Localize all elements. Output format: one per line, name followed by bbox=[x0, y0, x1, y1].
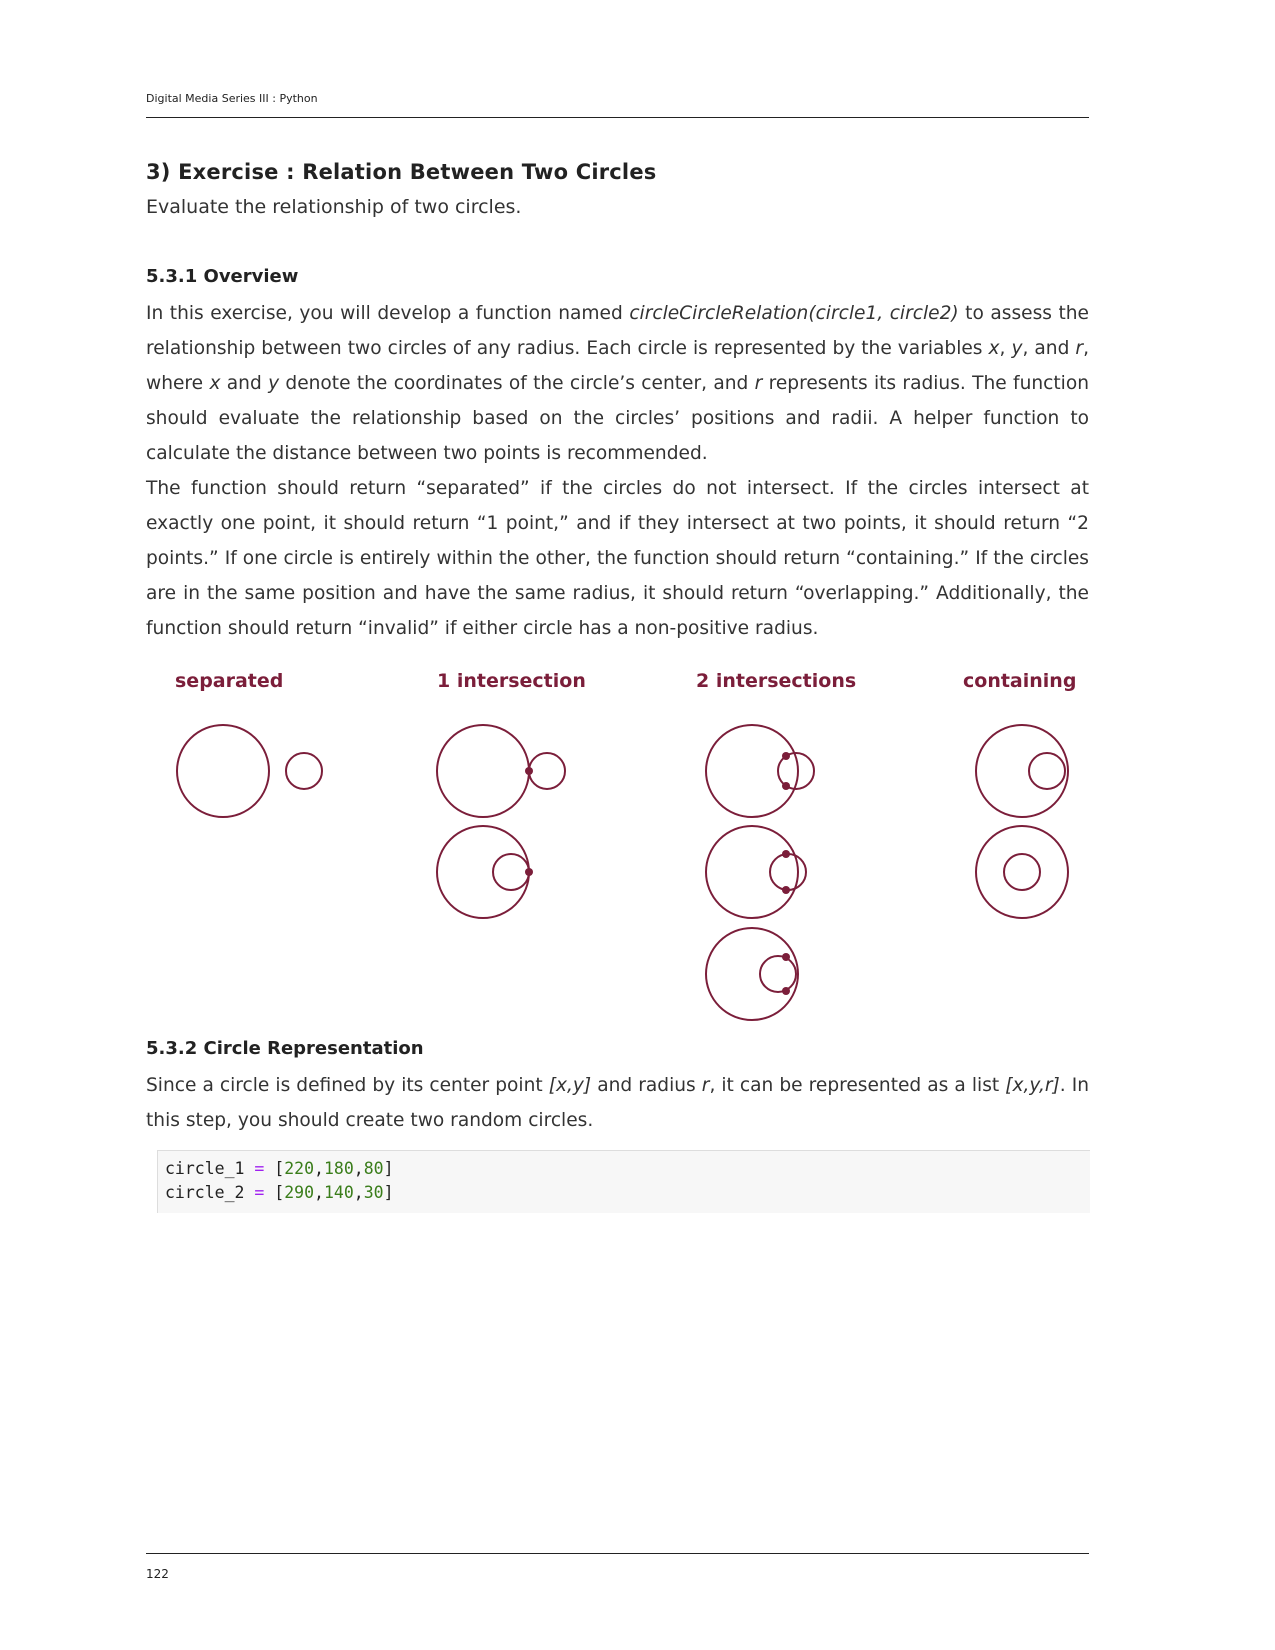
page-number: 122 bbox=[146, 1567, 169, 1581]
code-line-2: circle_2 = [290,140,30] bbox=[165, 1183, 394, 1202]
representation-paragraph bbox=[146, 1068, 1089, 1138]
diagram-1-intersection-external bbox=[437, 725, 565, 817]
code-number: 140 bbox=[323, 1183, 354, 1202]
code-variable: circle_2 bbox=[165, 1183, 245, 1202]
intersection-points bbox=[525, 752, 790, 995]
var-r: r bbox=[1075, 338, 1084, 359]
var-r: r bbox=[701, 1075, 710, 1096]
code-line-1: circle_1 = [220,180,80] bbox=[165, 1159, 394, 1178]
text: to assess the relationship between two circles of any radius. Each circle is represented by the variables bbox=[146, 303, 1089, 359]
text: , it can be represented as a list bbox=[709, 1075, 1006, 1096]
diagram-containing-offset bbox=[976, 725, 1068, 817]
diagram-2-intersections-b bbox=[706, 826, 806, 918]
text: In this exercise, you will develop a function named bbox=[146, 303, 630, 324]
section-heading-overview: 5.3.1 Overview bbox=[146, 266, 299, 287]
diagram-1-intersection-internal bbox=[437, 826, 529, 918]
text: represents its radius. The function should evaluate the relationship based on the circles’ positions and radii. A helper function to calculate the distance between two points is recommended. bbox=[146, 373, 1089, 464]
code-number: 80 bbox=[363, 1159, 384, 1178]
text: and bbox=[220, 373, 269, 394]
code-variable: circle_1 bbox=[165, 1159, 245, 1178]
exercise-subtitle: Evaluate the relationship of two circles. bbox=[146, 196, 522, 218]
overview-paragraph-2: The function should return “separated” if the circles do not intersect. If the circles intersect at exactly one point, it should return “1 point,” and if they intersect at two points, it should return “2 points.” If one circle is entirely within the other, the function should return “containing.” If the circles are in the same position and have the same radius, it should return “overlapping.” Additionally, the function should return “invalid” if either circle has a non-positive radius. bbox=[146, 478, 1089, 639]
diagram-label-2-intersections: 2 intersections bbox=[696, 670, 857, 692]
diagram-2-intersections-a bbox=[706, 725, 814, 817]
text: , bbox=[999, 338, 1012, 359]
diagram-2-intersections-c bbox=[706, 928, 798, 1020]
text: denote the coordinates of the circle’s center, and bbox=[279, 373, 755, 394]
var-x: x bbox=[988, 338, 1000, 359]
code-operator: = bbox=[254, 1159, 265, 1178]
code-number: 180 bbox=[323, 1159, 354, 1178]
function-name: circleCircleRelation(circle1, circle2) bbox=[629, 303, 959, 324]
code-operator: = bbox=[254, 1183, 265, 1202]
center-notation: [x,y] bbox=[548, 1075, 592, 1096]
running-header: Digital Media Series III : Python bbox=[146, 92, 318, 105]
code-bracket: ] bbox=[383, 1183, 394, 1202]
code-number: 30 bbox=[363, 1183, 384, 1202]
code-block bbox=[157, 1150, 1090, 1213]
code-number: 220 bbox=[284, 1159, 315, 1178]
code-number: 290 bbox=[284, 1183, 315, 1202]
code-bracket: [ bbox=[274, 1159, 285, 1178]
diagram-label-1-intersection: 1 intersection bbox=[437, 670, 586, 692]
footer-rule bbox=[146, 1553, 1089, 1554]
var-y: y bbox=[1011, 338, 1023, 359]
var-r: r bbox=[754, 373, 763, 394]
diagram-label-containing: containing bbox=[963, 670, 1077, 692]
var-x: x bbox=[209, 373, 221, 394]
list-notation: [x,y,r] bbox=[1005, 1075, 1060, 1096]
exercise-title: 3) Exercise : Relation Between Two Circles bbox=[146, 160, 657, 184]
diagram-containing-concentric bbox=[976, 826, 1068, 918]
section-heading-representation: 5.3.2 Circle Representation bbox=[146, 1038, 424, 1059]
diagram-label-separated: separated bbox=[175, 670, 284, 692]
code-bracket: [ bbox=[274, 1183, 285, 1202]
diagram-separated bbox=[177, 725, 322, 817]
text: . In this step, you should create two random circles. bbox=[146, 1075, 1089, 1131]
text: Since a circle is defined by its center point bbox=[146, 1075, 549, 1096]
code-bracket: ] bbox=[383, 1159, 394, 1178]
var-y: y bbox=[268, 373, 280, 394]
text: and radius bbox=[591, 1075, 702, 1096]
text: , and bbox=[1022, 338, 1076, 359]
text: , where bbox=[146, 338, 1089, 394]
